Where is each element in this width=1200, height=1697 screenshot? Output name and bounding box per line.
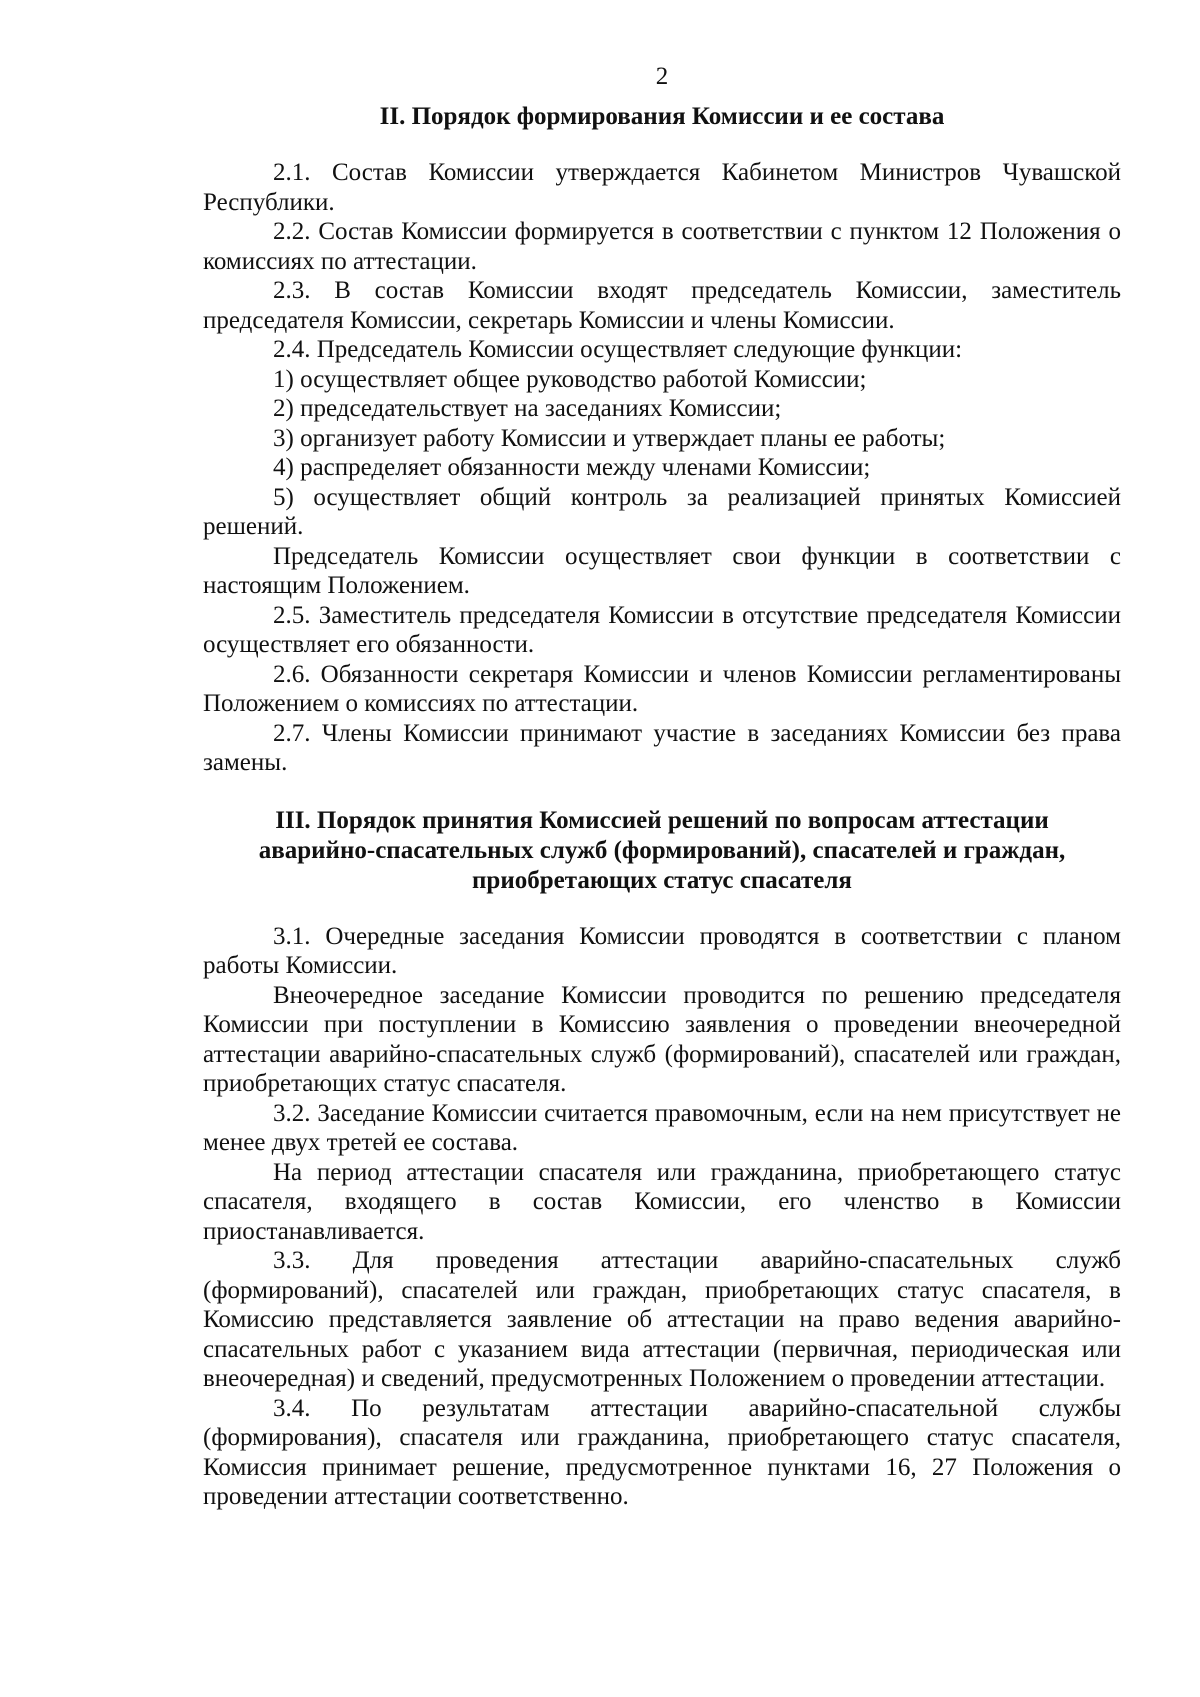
section-3-heading-line-1: III. Порядок принятия Комиссией решений по вопросам аттестации (275, 806, 1049, 834)
section-3-body (203, 922, 1121, 1512)
page-number: 2 (655, 63, 669, 90)
paragraph-2-4-note: Председатель Комиссии осуществляет свои функции в соответствии с настоящим Положением. (203, 542, 1121, 599)
section-2-heading: II. Порядок формирования Комиссии и ее состава (379, 103, 945, 130)
paragraph-2-1: 2.1. Состав Комиссии утверждается Кабинетом Министров Чувашской Республики. (203, 159, 1121, 216)
section-2-body (203, 158, 1121, 778)
list-item-2-4-1: 1) осуществляет общее руководство работой Комиссии; (273, 365, 867, 393)
paragraph-2-3: 2.3. В состав Комиссии входят председатель Комиссии, заместитель председателя Комиссии, секретарь Комиссии и члены Комиссии. (203, 277, 1121, 334)
paragraph-3-2: 3.2. Заседание Комиссии считается правомочным, если на нем присутствует не менее двух третей ее состава. (203, 1099, 1121, 1156)
paragraph-2-4: 2.4. Председатель Комиссии осуществляет следующие функции: (273, 336, 963, 363)
list-item-2-4-5: 5) осуществляет общий контроль за реализацией принятых Комиссией решений. (203, 483, 1121, 540)
document-page (203, 62, 1121, 1512)
paragraph-2-6: 2.6. Обязанности секретаря Комиссии и членов Комиссии регламентированы Положением о комиссиях по аттестации. (203, 660, 1121, 717)
paragraph-3-1-note: Внеочередное заседание Комиссии проводится по решению председателя Комиссии при поступлении в Комиссию заявления о проведении внеочередной аттестации аварийно-спасательных служб (формирований), спасателей или граждан, приобретающих статус спасателя. (203, 981, 1121, 1097)
paragraph-2-2: 2.2. Состав Комиссии формируется в соответствии с пунктом 12 Положения о комиссиях по аттестации. (203, 218, 1121, 275)
section-3-heading (203, 806, 1121, 896)
list-item-2-4-3: 3) организует работу Комиссии и утверждает планы ее работы; (273, 424, 946, 452)
paragraph-3-1: 3.1. Очередные заседания Комиссии проводятся в соответствии с планом работы Комиссии. (203, 922, 1121, 979)
paragraph-2-7: 2.7. Члены Комиссии принимают участие в заседаниях Комиссии без права замены. (203, 719, 1121, 776)
list-item-2-4-4: 4) распределяет обязанности между членами Комиссии; (273, 454, 871, 481)
section-3-heading-line-2: аварийно-спасательных служб (формирований), спасателей и граждан, (258, 836, 1066, 864)
paragraph-3-4: 3.4. По результатам аттестации аварийно-спасательной службы (формирования), спасателя или гражданина, приобретающего статус спасателя, Комиссия принимает решение, предусмотренное пунктами 16, 27 Положения о проведении аттестации соответственно. (203, 1394, 1121, 1510)
list-item-2-4-2: 2) председательствует на заседаниях Комиссии; (273, 395, 782, 422)
paragraph-3-3: 3.3. Для проведения аттестации аварийно-спасательных служб (формирований), спасателей или граждан, приобретающих статус спасателя, в Комиссию представляется заявление об аттестации на право ведения аварийно-спасательных работ с указанием вида аттестации (первичная, периодическая или внеочередная) и сведений, предусмотренных Положением о проведении аттестации. (203, 1247, 1121, 1392)
section-3-heading-line-3: приобретающих статус спасателя (472, 866, 852, 894)
paragraph-2-5: 2.5. Заместитель председателя Комиссии в отсутствие председателя Комиссии осуществляет его обязанности. (203, 601, 1121, 658)
paragraph-3-2-note: На период аттестации спасателя или гражданина, приобретающего статус спасателя, входящего в состав Комиссии, его членство в Комиссии приостанавливается. (203, 1158, 1121, 1245)
